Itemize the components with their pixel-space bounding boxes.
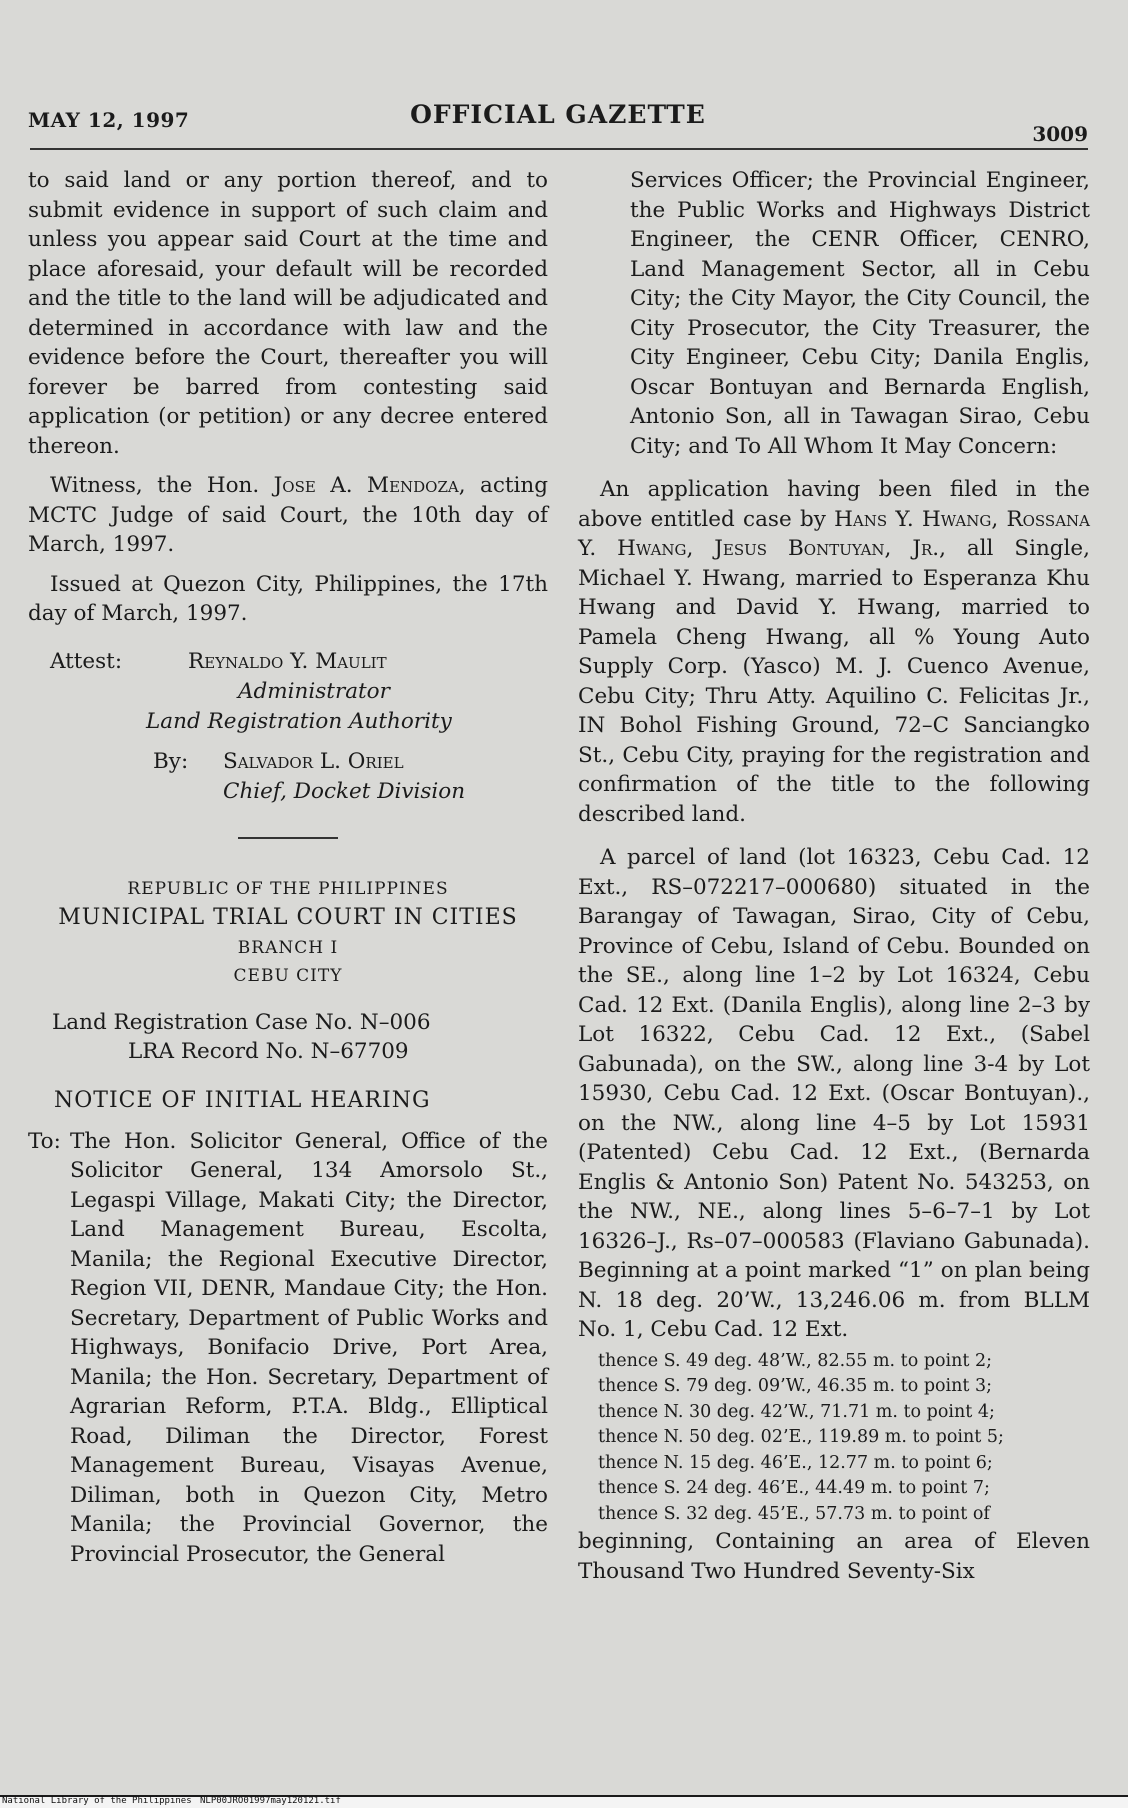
applicant-names: Hans Y. Hwang, Rossana Y. Hwang, Jesus Bontuyan, Jr. [578,506,1091,561]
lra-record-number: LRA Record No. N–67709 [128,1038,409,1064]
header-date: MAY 12, 1997 [28,108,190,132]
by-title: Chief, Docket Division [223,778,466,804]
bearing-line: thence N. 15 deg. 46’E., 12.77 m. to point 6; [598,1452,993,1473]
attestation-block [28,647,548,807]
left-column [28,166,548,1569]
case-number: Land Registration Case No. N–006 [52,1009,431,1035]
addressees-block [28,1127,548,1570]
city-heading: CEBU CITY [233,965,343,986]
bearing-line: thence N. 30 deg. 42’W., 71.71 m. to point 4; [598,1401,995,1422]
bearing-line: thence S. 32 deg. 45’E., 57.73 m. to point of [598,1503,990,1524]
addressees-continued: Services Officer; the Provincial Engineer, the Public Works and Highways District Engineer, the CENR Officer, CENRO, Land Management Sector, all in Cebu City; the City Mayor, the City Council, the City Prosecutor, the City Treasurer, the City Engineer, Cebu City; Danila Englis, Oscar Bontuyan and Bernarda English, Antonio Son, all in Tawagan Sirao, Cebu City; and To All Whom It May Concern: [630,168,1090,459]
area-paragraph: beginning, Containing an area of Eleven Thousand Two Hundred Seventy-Six [578,1529,1090,1584]
attest-name: Reynaldo Y. Maulit [188,648,387,674]
by-label: By: [153,748,189,774]
section-separator [238,837,338,839]
application-post: , all Single, Michael Y. Hwang, married to Esperanza Khu Hwang and David Y. Hwang, married to Pamela Cheng Hwang, all % Young Auto Supply Corp. (Yasco) M. J. Cuenco Avenue, Cebu City; Thru Atty. Aquilino C. Felicitas Jr., IN Bohol Fishing Ground, 72–C Sanciangko St., Cebu City, praying for the registration and confirmation of the title to the following described land. [578,536,1090,827]
bearing-line: thence S. 79 deg. 09’W., 46.35 m. to point 3; [598,1376,993,1396]
court-heading: MUNICIPAL TRIAL COURT IN CITIES [58,904,518,930]
footer-library: National Library of the Philippines [2,1796,192,1806]
witness-pre: Witness, the Hon. [50,473,260,498]
header-title: OFFICIAL GAZETTE [410,100,706,129]
witness-judge-name: Jose A. Mendoza [273,473,459,498]
case-numbers [28,1008,548,1066]
header-page-number: 3009 [1032,122,1088,146]
bearings-list [578,1349,1090,1528]
witness-paragraph [28,471,548,560]
bearing-line: thence S. 49 deg. 48’W., 82.55 m. to point 2; [598,1350,993,1371]
scan-footer [0,1797,1128,1808]
application-pre: An application having been filed in the above entitled case by [578,477,1090,532]
branch-heading: BRANCH I [237,937,339,958]
by-name: Salvador L. Oriel [223,748,404,774]
application-paragraph [578,475,1090,829]
addressees-text: The Hon. Solicitor General, Office of the Solicitor General, 134 Amorsolo St., Legaspi Village, Makati City; the Director, Land Management Bureau, Escolta, Manila; the Regional Executive Director, Region VII, DENR, Mandaue City; the Hon. Secretary, Department of Public Works and Highways, Bonifacio Drive, Port Area, Manila; the Hon. Secretary, Department of Agrarian Reform, P.T.A. Bldg., Elliptical Road, Diliman the Director, Forest Management Bureau, Visayas Avenue, Diliman, both in Quezon City, Metro Manila; the Provincial Governor, the Provincial Prosecutor, the General [70,1128,548,1567]
witness-post: , acting MCTC Judge of said Court, the 10th day of March, 1997. [28,473,549,557]
page-header [28,100,1088,146]
attest-title: Administrator [238,678,390,704]
right-column [578,166,1090,1586]
continuation-paragraph: to said land or any portion thereof, and to submit evidence in support of such claim and unless you appear said Court at the time and place aforesaid, your default will be recorded and the title to the land will be adjudicated and determined in accordance with law and the evidence before the Court, thereafter you will forever be barred from contesting said application (or petition) or any decree entered thereon. [28,168,548,459]
issued-paragraph: Issued at Quezon City, Philippines, the 17th day of March, 1997. [28,571,548,626]
bearing-line: thence N. 50 deg. 02’E., 119.89 m. to point 5; [598,1427,1004,1447]
header-rule [30,148,1088,150]
attest-label: Attest: [50,648,123,674]
notice-title: NOTICE OF INITIAL HEARING [54,1087,431,1113]
to-label: To: [28,1128,61,1154]
attest-org: Land Registration Authority [146,708,452,734]
footer-filename: NLP00JRO01997may120121.tif [200,1796,341,1806]
republic-heading: REPUBLIC OF THE PHILIPPINES [127,878,449,899]
bearing-line: thence S. 24 deg. 46’E., 44.49 m. to point 7; [598,1478,990,1498]
parcel-description: A parcel of land (lot 16323, Cebu Cad. 12 Ext., RS–072217–000680) situated in the Barangay of Tawagan, Sirao, City of Cebu, Province of Cebu, Island of Cebu. Bounded on the SE., along line 1–2 by Lot 16324, Cebu Cad. 12 Ext. (Danila Englis), along line 2–3 by Lot 16322, Cebu Cad. 12 Ext., (Sabel Gabunada), on the SW., along line 3-4 by Lot 15930, Cebu Cad. 12 Ext. (Oscar Bontuyan)., on the NW., along line 4–5 by Lot 15931 (Patented) Cebu Cad. 12 Ext., (Bernarda Englis & Antonio Son) Patent No. 543253, on the NW., NE., along lines 5–6–7–1 by Lot 16326–J., Rs–07–000583 (Flaviano Gabunada). Beginning at a point marked “1” on plan being N. 18 deg. 20’W., 13,246.06 m. from BLLM No. 1, Cebu Cad. 12 Ext. [578,845,1090,1342]
